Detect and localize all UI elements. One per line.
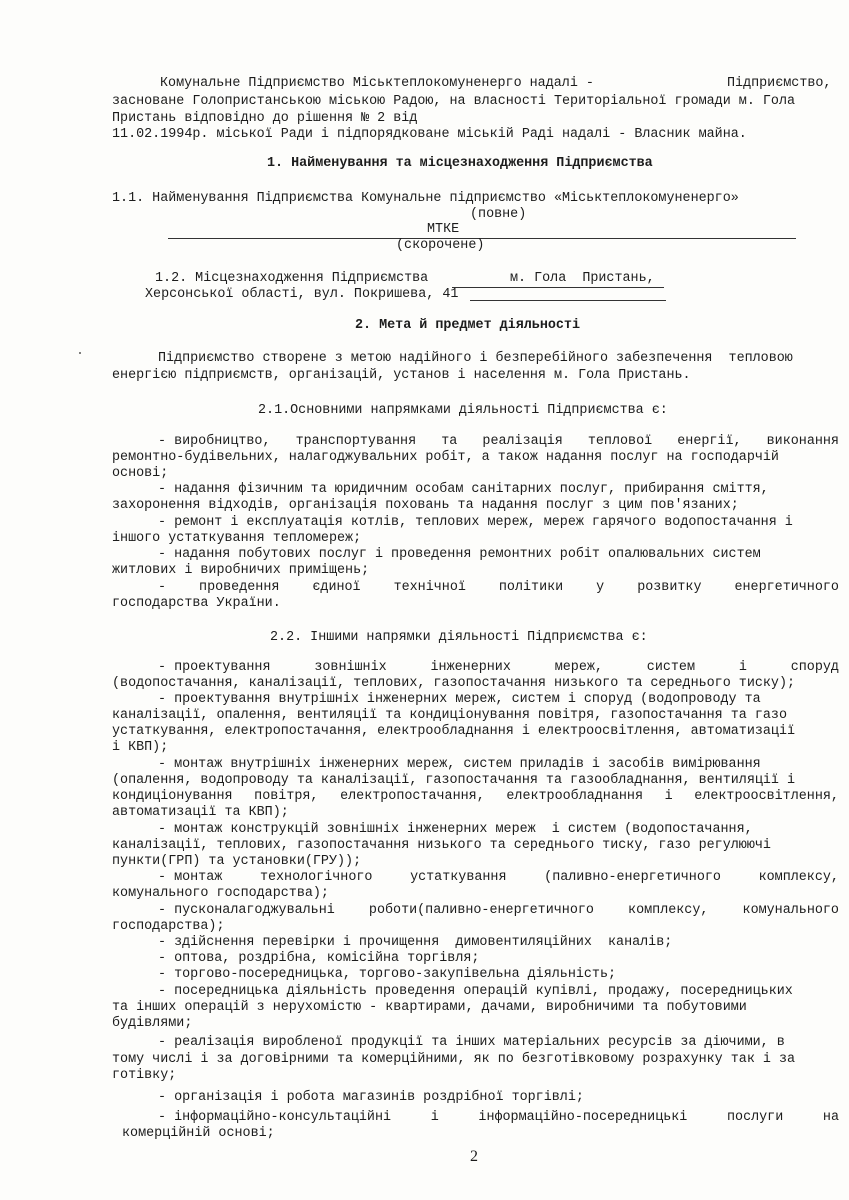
other-activity-12: - організація і робота магазинів роздрібної торгівлі; bbox=[158, 1090, 584, 1105]
other-activity-3-line-2: (опалення, водопроводу та каналізації, газопостачання та газообладнання, вентиляції і bbox=[112, 773, 796, 788]
main-activity-4-line-1: - надання побутових послуг і проведення ремонтних робіт опалювальних систем bbox=[158, 547, 761, 562]
intro-line-2: засноване Голопристанською міською Радою, на власності Територіальної громади м. Гола bbox=[112, 94, 796, 109]
section-1-heading: 1. Найменування та місцезнаходження Підприємства bbox=[267, 156, 653, 171]
subsection-2-2-heading: 2.2. Іншими напрямки діяльності Підприємства є: bbox=[270, 630, 648, 645]
other-activity-1-line-1: - проектування зовнішніх інженерних мереж, систем і споруд bbox=[158, 660, 839, 675]
location-underline-1 bbox=[452, 287, 664, 288]
location-value-1: м. Гола Пристань, bbox=[510, 271, 655, 286]
other-activity-10-line-3: будівлями; bbox=[112, 1016, 193, 1031]
other-activity-11-line-2: тому числі і за договірними та комерційними, як по безготівковому розрахунку так і за bbox=[112, 1052, 796, 1067]
other-activity-10-line-2: та інших операцій з нерухомістю - квартирами, дачами, виробничими та побутовими bbox=[112, 1000, 747, 1015]
main-activity-1-line-3: основі; bbox=[112, 466, 169, 481]
other-activity-5-line-1: - монтаж технологічного устаткування (паливно-енергетичного комплексу, bbox=[158, 870, 839, 885]
enterprise-short-name: МТКЕ bbox=[427, 222, 460, 237]
other-activity-2-line-2: каналізації, опалення, вентиляції та кондиціонування повітря, газопостачання та газо bbox=[112, 708, 787, 723]
main-activity-3-line-2: іншого устаткування тепломереж; bbox=[112, 531, 362, 546]
other-activity-5-line-2: комунального господарства); bbox=[112, 886, 329, 901]
intro-line-4: 11.02.1994р. міської Ради і підпорядковане міській Раді надалі - Власник майна. bbox=[112, 127, 747, 142]
other-activity-13-line-2: комерційній основі; bbox=[122, 1126, 275, 1141]
page-number: 2 bbox=[470, 1148, 478, 1165]
location-underline-2 bbox=[470, 300, 666, 301]
main-activity-1-line-1: - виробництво, транспортування та реалізація теплової енергії, виконання bbox=[158, 434, 839, 449]
other-activity-2-line-1: - проектування внутрішніх інженерних мереж, систем і споруд (водопроводу та bbox=[158, 692, 761, 707]
other-activity-13-line-1: - інформаційно-консультаційні і інформаційно-посередницькі послуги на bbox=[158, 1110, 839, 1125]
section-2-heading: 2. Мета й предмет діяльності bbox=[355, 318, 580, 333]
other-activity-2-line-3: устаткування, електропостачання, електрообладнання і електроосвітлення, автоматизації bbox=[112, 724, 796, 739]
main-activity-2-line-2: захоронення відходів, організація поховань та надання послуг з цим пов'язаних; bbox=[112, 498, 739, 513]
main-activity-3-line-1: - ремонт і експлуатація котлів, теплових мереж, мереж гарячого водопостачання і bbox=[158, 515, 793, 530]
scan-speck bbox=[79, 352, 81, 354]
subsection-2-1-heading: 2.1.Основними напрямками діяльності Підприємства є: bbox=[258, 403, 668, 418]
other-activity-1-line-2: (водопостачання, каналізації, теплових, газопостачання низького та середнього тиску); bbox=[112, 676, 796, 691]
other-activity-4-line-2: каналізації, теплових, газопостачання низького та середнього тиску, газо регулюючі bbox=[112, 838, 771, 853]
other-activity-2-line-4: і КВП); bbox=[112, 740, 169, 755]
main-activity-2-line-1: - надання фізичним та юридичним особам санітарних послуг, прибирання сміття, bbox=[158, 482, 769, 497]
other-activity-10-line-1: - посередницька діяльність проведення операцій купівлі, продажу, посередницьких bbox=[158, 984, 793, 999]
main-activity-5-line-2: господарства України. bbox=[112, 596, 281, 611]
other-activity-4-line-1: - монтаж конструкцій зовнішніх інженерних мереж і систем (водопостачання, bbox=[158, 822, 753, 837]
purpose-line-2: енергією підприємств, організацій, установ і населення м. Гола Пристань. bbox=[112, 368, 691, 383]
other-activity-6-line-2: господарства); bbox=[112, 919, 225, 934]
full-name-caption: (повне) bbox=[470, 207, 527, 222]
other-activity-4-line-3: пункти(ГРП) та установки(ГРУ)); bbox=[112, 854, 362, 869]
location-label: 1.2. Місцезнаходження Підприємства bbox=[155, 271, 429, 286]
other-activity-11-line-1: - реалізація виробленої продукції та інших матеріальних ресурсів за діючими, в bbox=[158, 1035, 785, 1050]
enterprise-full-name: 1.1. Найменування Підприємства Комунальне підприємство «Міськтеплокомуненерго» bbox=[112, 191, 739, 206]
other-activity-6-line-1: - пусконалагоджувальні роботи(паливно-енергетичного комплексу, комунального bbox=[158, 903, 839, 918]
purpose-line-1: Підприємство створене з метою надійного і безперебійного забезпечення тепловою bbox=[158, 351, 793, 366]
other-activity-9: - торгово-посередницька, торгово-закупівельна діяльність; bbox=[158, 967, 617, 982]
other-activity-11-line-3: готівку; bbox=[112, 1068, 177, 1083]
other-activity-7: - здійснення перевірки і прочищення димовентиляційних каналів; bbox=[158, 935, 673, 950]
location-value-2: Херсонської області, вул. Покришева, 41 bbox=[145, 287, 459, 302]
other-activity-8: - оптова, роздрібна, комісійна торгівля; bbox=[158, 951, 480, 966]
main-activity-4-line-2: житлових і виробничих приміщень; bbox=[112, 563, 370, 578]
other-activity-3-line-3: кондиціонування повітря, електропостачання, електрообладнання і електроосвітлення, bbox=[112, 789, 839, 804]
intro-line-1b: Підприємство, bbox=[727, 76, 832, 91]
other-activity-3-line-1: - монтаж внутрішніх інженерних мереж, систем приладів і засобів вимірювання bbox=[158, 757, 761, 772]
main-activity-5-line-1: - проведення єдиної технічної політики у розвитку енергетичного bbox=[158, 580, 839, 595]
main-activity-1-line-2: ремонтно-будівельних, налагоджувальних робіт, а також надання послуг на господарчій bbox=[112, 450, 779, 465]
short-name-caption: (скорочене) bbox=[396, 238, 485, 253]
other-activity-3-line-4: автоматизації та КВП); bbox=[112, 805, 289, 820]
intro-line-3: Пристань відповідно до рішення № 2 від bbox=[112, 111, 418, 126]
intro-line-1a: Комунальне Підприємство Міськтеплокомуненерго надалі - bbox=[160, 76, 594, 91]
